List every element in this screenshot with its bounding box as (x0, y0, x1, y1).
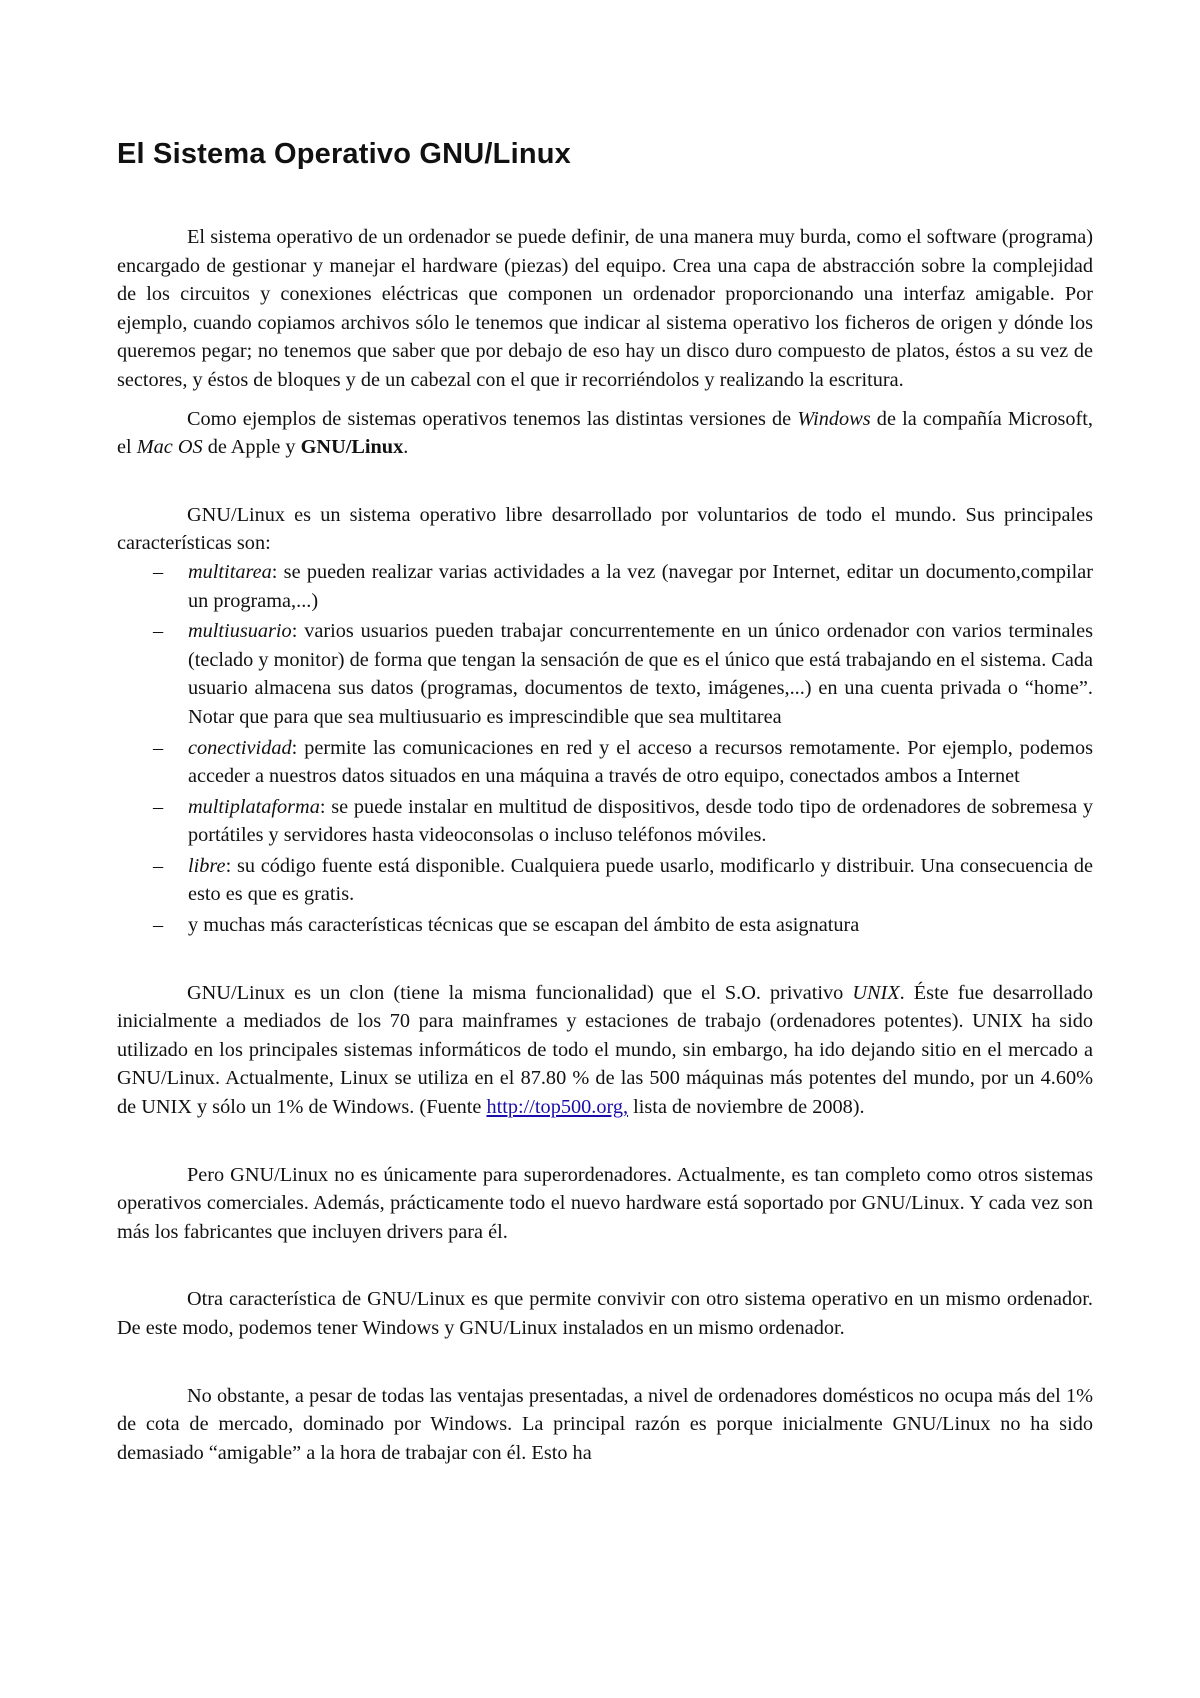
feature-item-more: – y muchas más características técnicas que se escapan del ámbito de esta asignatura (117, 911, 1093, 940)
feature-term: multitarea (188, 560, 272, 583)
feature-item-multiplataforma: – multiplataforma: se puede instalar en multitud de dispositivos, desde todo tipo de ordenadores de sobremesa y portátiles y servidores hasta videoconsolas o incluso teléfonos móviles. (117, 793, 1093, 850)
bullet-dash: – (153, 620, 164, 643)
bullet-dash: – (153, 854, 164, 877)
feature-item-multitarea: – multitarea: se pueden realizar varias actividades a la vez (navegar por Internet, editar un documento,compilar un programa,...) (117, 558, 1093, 615)
bullet-dash: – (153, 795, 164, 818)
bullet-dash: – (153, 914, 164, 937)
paragraph-market-share: No obstante, a pesar de todas las ventajas presentadas, a nivel de ordenadores domésticos no ocupa más del 1% de cota de mercado, dominado por Windows. La principal razón es porque inicialmente GNU/Linux no ha sido demasiado “amigable” a la hora de trabajar con él. Esto ha (117, 1384, 1093, 1464)
feature-item-libre: – libre: su código fuente está disponible. Cualquiera puede usarlo, modificarlo y distribuir. Una consecuencia de esto es que es gratis. (117, 852, 1093, 909)
feature-term: multiplataforma (188, 795, 320, 818)
paragraph-superordenadores: Pero GNU/Linux no es únicamente para superordenadores. Actualmente, es tan completo como otros sistemas operativos comerciales. Además, prácticamente todo el nuevo hardware está soportado por GNU/Linux. Y cada vez son más los fabricantes que incluyen drivers para él. (117, 1163, 1093, 1243)
bullet-dash: – (153, 736, 164, 759)
unix-term: UNIX (852, 981, 900, 1004)
feature-item-multiusuario: – multiusuario: varios usuarios pueden trabajar concurrentemente en un único ordenador con varios terminales (teclado y monitor) de forma que tengan la sensación de que es el único que está trabajando en el sistema. Cada usuario almacena sus datos (programas, documentos de texto, imágenes,...) en una cuenta privada o “home”. Notar que para que sea multiusuario es imprescindible que sea multitarea (117, 617, 1093, 731)
paragraph-features-intro: GNU/Linux es un sistema operativo libre desarrollado por voluntarios de todo el mundo. Sus principales características son: (117, 503, 1093, 555)
document-page (117, 138, 1093, 1467)
paragraph-os-examples: Como ejemplos de sistemas operativos tenemos las distintas versiones de Windows de la compañía Microsoft, el Mac OS de Apple y GNU/Linux. (117, 407, 1093, 459)
macos-term: Mac OS (136, 436, 203, 459)
gnu-linux-term: GNU/Linux (300, 436, 404, 459)
paragraph-unix-clone: GNU/Linux es un clon (tiene la misma funcionalidad) que el S.O. privativo UNIX. Éste fue desarrollado inicialmente a mediados de los 70 para mainframes y estaciones de trabajo (ordenadores potentes). UNIX ha sido utilizado en los principales sistemas informáticos de todo el mundo, sin embargo, ha ido dejando sitio en el mercado a GNU/Linux. Actualmente, Linux se utiliza en el 87.80 % de las 500 máquinas más potentes del mundo, por un 4.60% de UNIX y sólo un 1% de Windows. (Fuente http://top500.org, lista de noviembre de 2008). (117, 981, 1093, 1119)
feature-term: conectividad (188, 736, 292, 759)
feature-term: multiusuario (188, 620, 292, 643)
paragraph-dual-boot: Otra característica de GNU/Linux es que permite convivir con otro sistema operativo en un mismo ordenador. De este modo, podemos tener Windows y GNU/Linux instalados en un mismo ordenador. (117, 1288, 1093, 1339)
paragraph-os-definition: El sistema operativo de un ordenador se puede definir, de una manera muy burda, como el software (programa) encargado de gestionar y manejar el hardware (piezas) del equipo. Crea una capa de abstracción sobre la complejidad de los circuitos y conexiones eléctricas que componen un ordenador proporcionando una interfaz amigable. Por ejemplo, cuando copiamos archivos sólo le tenemos que indicar al sistema operativo los ficheros de origen y dónde los queremos pegar; no tenemos que saber que por debajo de eso hay un disco duro compuesto de platos, éstos a su vez de sectores, y éstos de bloques y de un cabezal con el que ir recorriéndolos y realizando la escritura. (117, 226, 1093, 391)
feature-term: libre (188, 854, 226, 877)
feature-item-conectividad: – conectividad: permite las comunicaciones en red y el acceso a recursos remotamente. Por ejemplo, podemos acceder a nuestros datos situados en una máquina a través de otro equipo, conectados ambos a Internet (117, 734, 1093, 791)
top500-link[interactable]: http://top500.org, (486, 1096, 629, 1119)
feature-list (117, 558, 1093, 940)
bullet-dash: – (153, 560, 164, 583)
windows-term: Windows (797, 407, 871, 430)
document-title: El Sistema Operativo GNU/Linux (117, 138, 571, 170)
